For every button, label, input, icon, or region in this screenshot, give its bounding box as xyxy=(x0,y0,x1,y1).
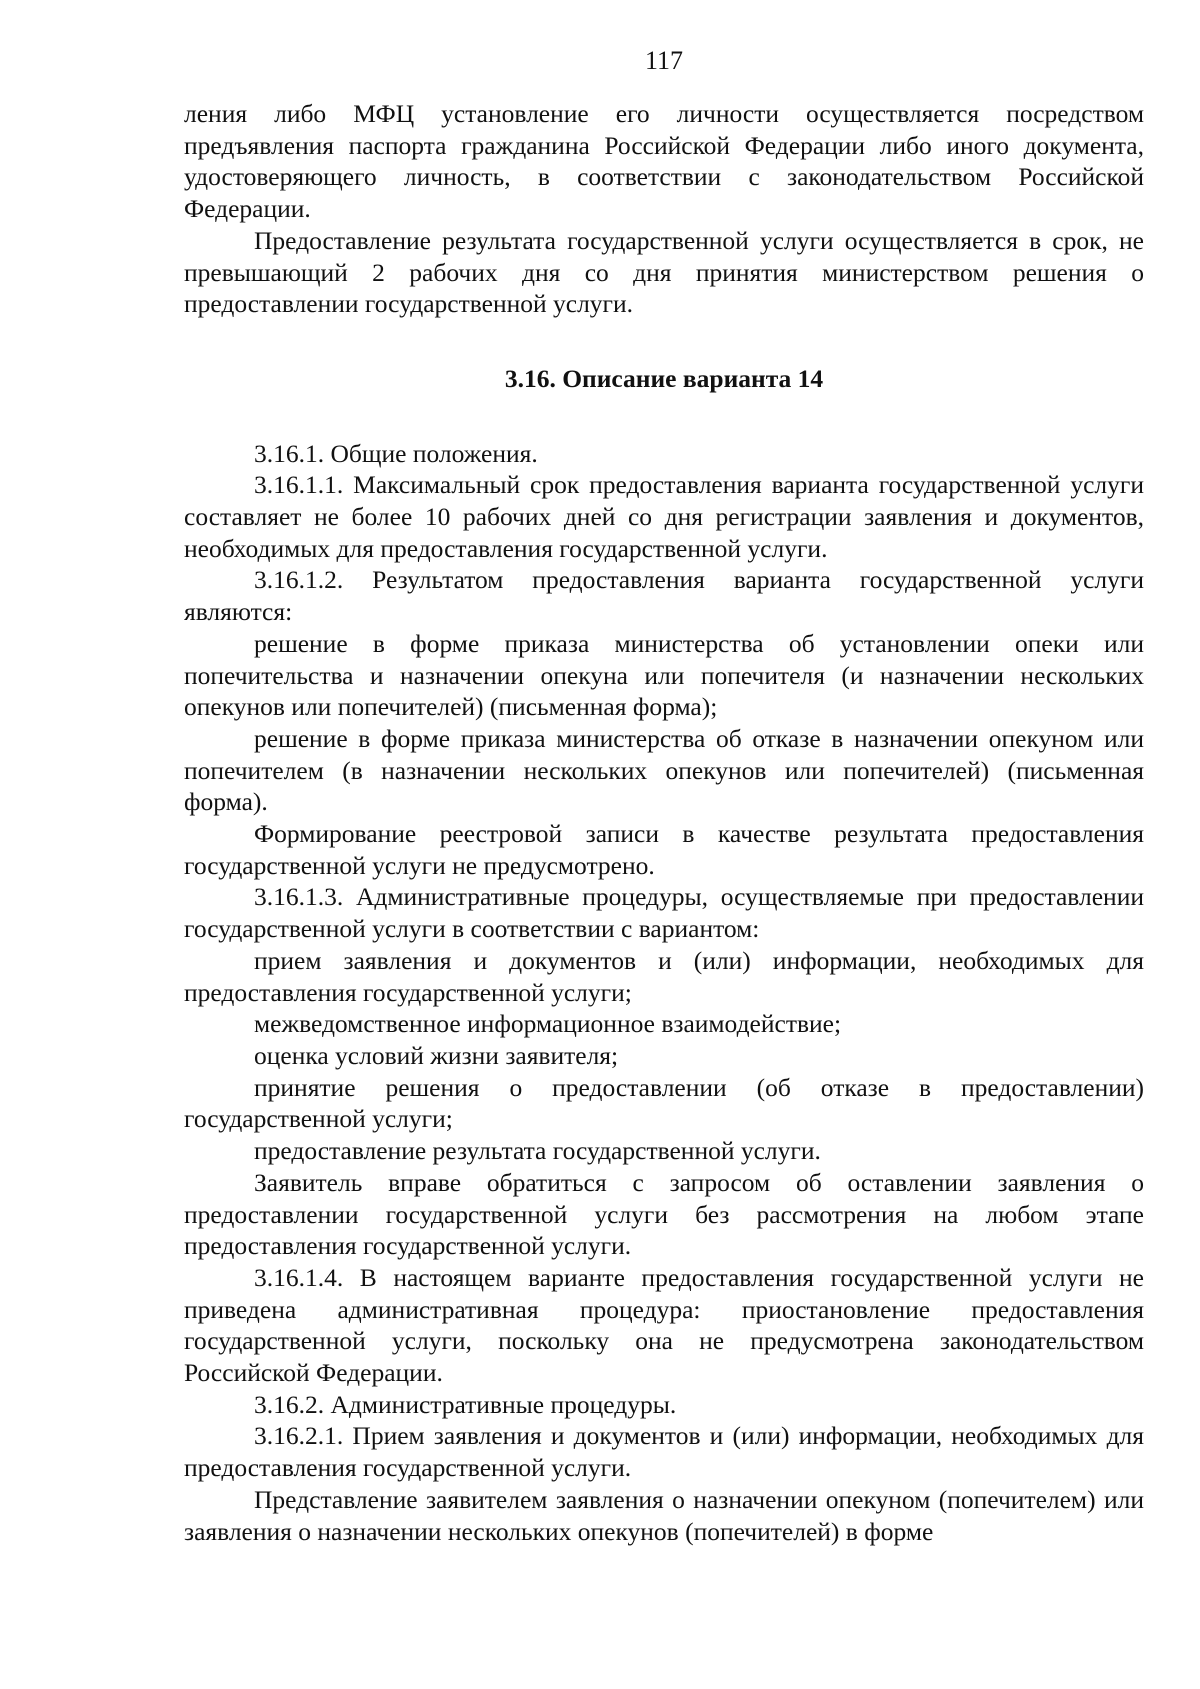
paragraph-3-16-1-4: 3.16.1.4. В настоящем варианте предоставления государственной услуги не приведена административная процедура: приостановление предоставления государственной услуги, поскольку она не предусмотрена законодательством Российской Федерации. xyxy=(184,1262,1144,1388)
paragraph-3-16-1-3: 3.16.1.3. Административные процедуры, осуществляемые при предоставлении государственной услуги в соответствии с вариантом: xyxy=(184,882,1144,944)
list-item-procedure-interagency: межведомственное информационное взаимодействие; xyxy=(254,1009,842,1039)
list-item-result-decision-refusal: решение в форме приказа министерства об отказе в назначении опекуном или попечителем (в назначении нескольких опекунов или попечителей) (письменная форма). xyxy=(184,723,1144,817)
paragraph-withdrawal-request: Заявитель вправе обратиться с запросом об оставлении заявления о предоставлении государственной услуги без рассмотрения на любом этапе предоставления государственной услуги. xyxy=(184,1167,1144,1261)
document-body xyxy=(184,98,1144,1547)
paragraph-3-16-1-2: 3.16.1.2. Результатом предоставления варианта государственной услуги являются: xyxy=(184,565,1144,627)
list-item-procedure-assessment: оценка условий жизни заявителя; xyxy=(254,1040,619,1070)
page-number: 117 xyxy=(644,46,684,75)
paragraph-3-16-1: 3.16.1. Общие положения. xyxy=(254,438,538,468)
list-item-result-decision-appointment: решение в форме приказа министерства об установлении опеки или попечительства и назначении опекуна или попечителя (и назначении нескольких опекунов или попечителей) (письменная форма); xyxy=(184,628,1144,722)
document-page xyxy=(184,0,1144,1689)
paragraph-continuation: ления либо МФЦ установление его личности осуществляется посредством предъявления паспорта гражданина Российской Федерации либо иного документа, удостоверяющего личность, в соответствии с законодательством Российской Федерации. xyxy=(184,99,1144,224)
section-heading: 3.16. Описание варианта 14 xyxy=(504,363,824,393)
paragraph-result-term: Предоставление результата государственной услуги осуществляется в срок, не превышающий 2 рабочих дня со дня принятия министерством решения о предоставлении государственной услуги. xyxy=(184,225,1144,319)
paragraph-registry-record: Формирование реестровой записи в качестве результата предоставления государственной услуги не предусмотрено. xyxy=(184,819,1144,880)
paragraph-3-16-2: 3.16.2. Административные процедуры. xyxy=(254,1389,677,1419)
paragraph-3-16-2-1: 3.16.2.1. Прием заявления и документов и (или) информации, необходимых для предоставления государственной услуги. xyxy=(184,1421,1144,1483)
list-item-procedure-result: предоставление результата государственной услуги. xyxy=(254,1136,821,1166)
paragraph-application-submission: Представление заявителем заявления о назначении опекуном (попечителем) или заявления о назначении нескольких опекунов (попечителей) в форме xyxy=(184,1484,1144,1546)
list-item-procedure-reception: прием заявления и документов и (или) информации, необходимых для предоставления государственной услуги; xyxy=(184,945,1144,1007)
paragraph-3-16-1-1: 3.16.1.1. Максимальный срок предоставления варианта государственной услуги составляет не более 10 рабочих дней со дня регистрации заявления и документов, необходимых для предоставления государственной услуги. xyxy=(184,470,1144,563)
list-item-procedure-decision: принятие решения о предоставлении (об отказе в предоставлении) государственной услуги; xyxy=(184,1072,1144,1134)
